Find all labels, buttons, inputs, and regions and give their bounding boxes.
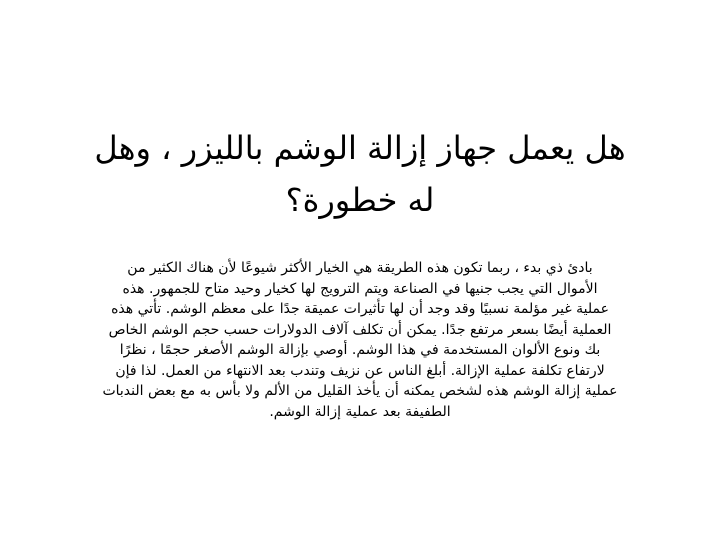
slide-body-text: بادئ ذي بدء ، ربما تكون هذه الطريقة هي الخيار الأكثر شيوعًا لأن هناك الكثير من الأموال التي يجب جنيها في الصناعة ويتم الترويج لها كخيار وحيد متاح للجمهور. هذه عملية غير مؤلمة نسبيًا وقد وجد أن لها تأثيرات عميقة جدًا على معظم الوشم. تأتي هذه العملية أيضًا بسعر مرتفع جدًا. يمكن أن تكلف آلاف الدولارات حسب حجم الوشم الخاص بك ونوع الألوان المستخدمة في هذا الوشم. أوصي بإزالة الوشم الأصغر حجمًا ، نظرًا لارتفاع تكلفة عملية الإزالة. أبلغ الناس عن نزيف وتندب بعد الانتهاء من العمل. لذا فإن عملية إزالة الوشم هذه لشخص يمكنه أن يأخذ القليل من الألم ولا بأس به مع بعض الندبات الطفيفة بعد عملية إزالة الوشم. <box>102 260 618 420</box>
slide-title: هل يعمل جهاز إزالة الوشم بالليزر ، وهل له خطورة؟ <box>94 129 626 219</box>
